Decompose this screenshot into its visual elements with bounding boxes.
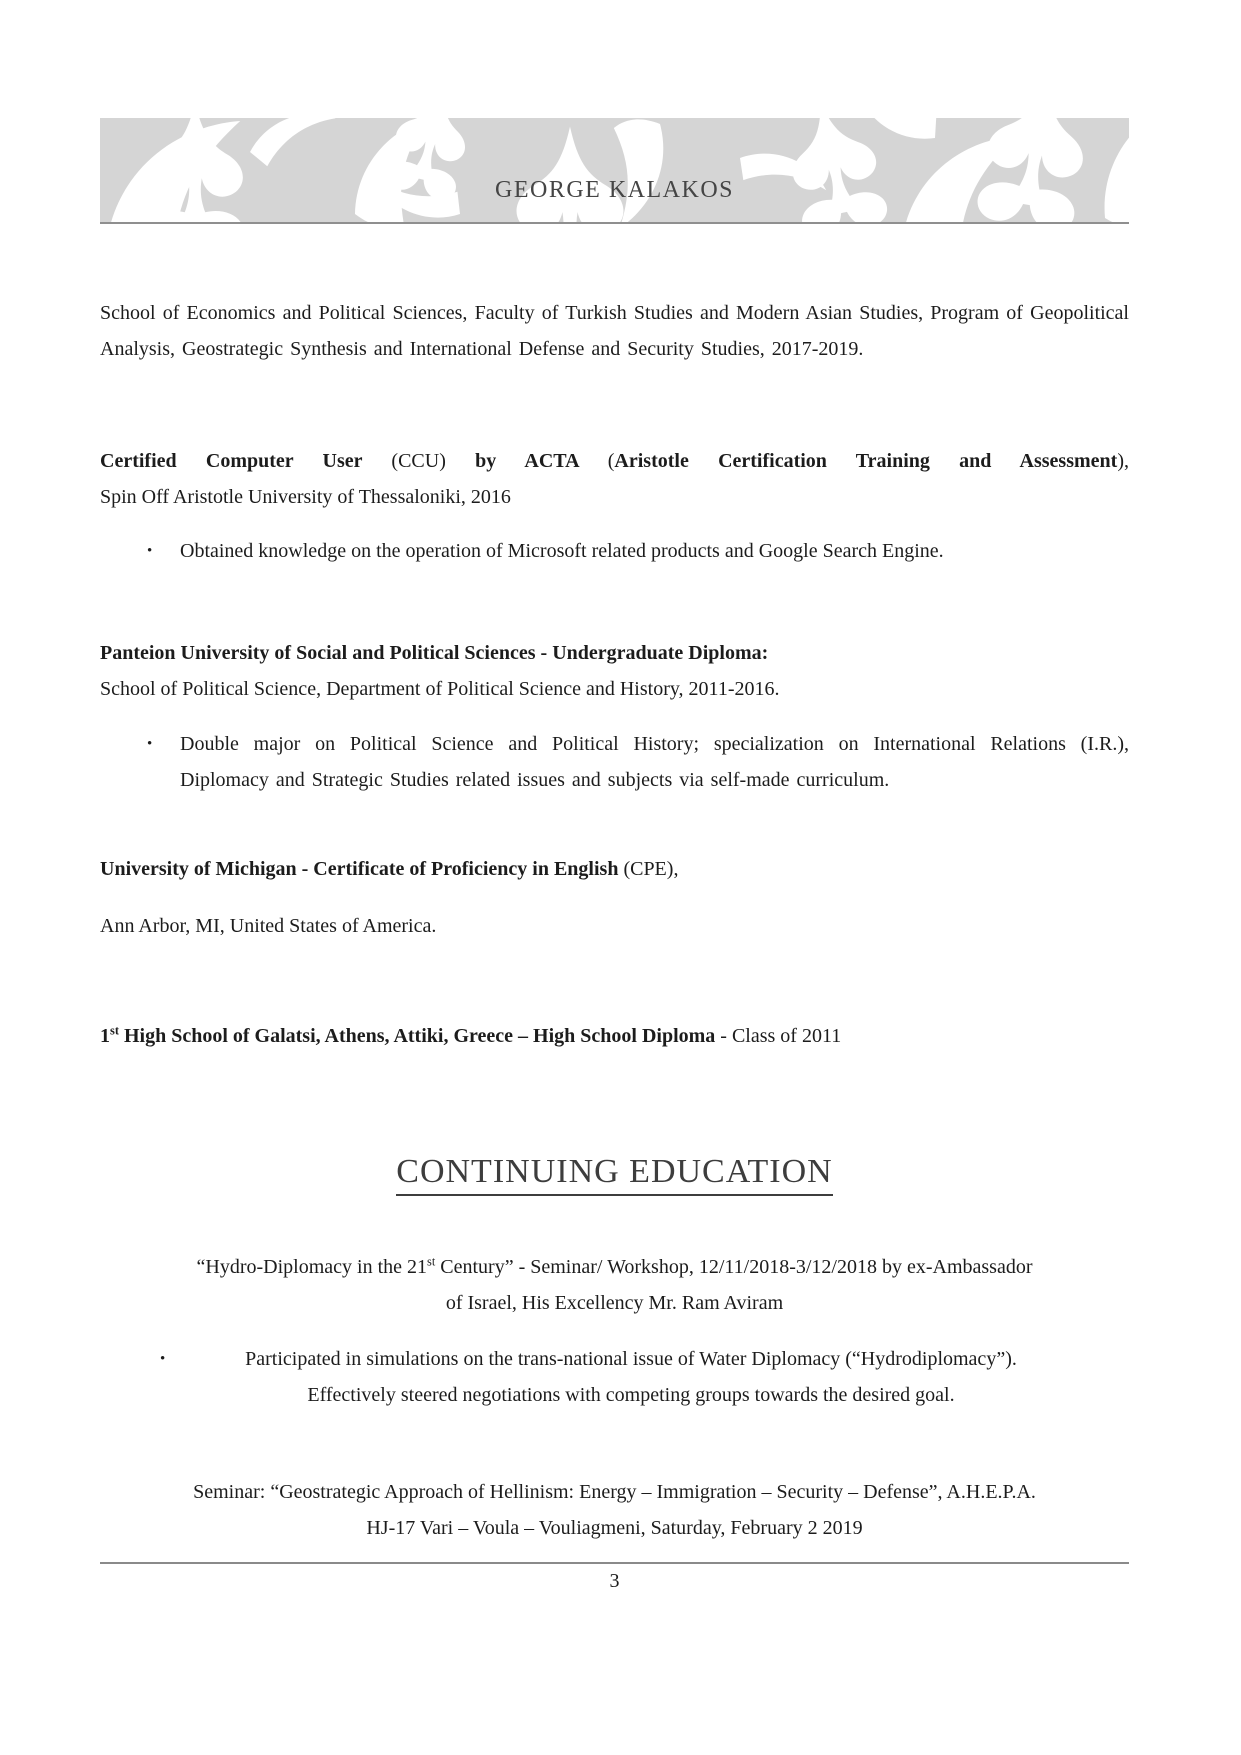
panteion-subtitle: School of Political Science, Department of Political Science and History, 2011-2016.: [100, 678, 780, 700]
text-segment: 1: [100, 1025, 110, 1047]
section-heading-continuing-education: [100, 1150, 1129, 1194]
text-segment: by ACTA: [475, 450, 608, 472]
panteion-title: Panteion University of Social and Political Sciences - Undergraduate Diploma:: [100, 642, 769, 664]
text-segment: Certified Computer User: [100, 450, 392, 472]
education-entry-program: School of Economics and Political Sciences, Faculty of Turkish Studies and Modern Asian Studies, Program of Geopolitical Analysis, Geostrategic Synthesis and International Defense and Security Studies, 2017-2019.: [100, 302, 1129, 360]
text-segment: - Class of 2011: [715, 1025, 842, 1047]
education-entry-ccu: [100, 443, 1129, 515]
ordinal-superscript: st: [110, 1023, 119, 1038]
ordinal-superscript: st: [427, 1254, 436, 1269]
bullet-icon: •: [147, 543, 153, 559]
section-heading-text: CONTINUING EDUCATION: [396, 1153, 832, 1196]
text-segment: Aristotle Certification Training and Assessment: [614, 450, 1118, 472]
hydro-line-1: [100, 1249, 1129, 1285]
list-item: [100, 1341, 1129, 1413]
page-content: [0, 118, 1241, 1596]
text-segment: Century” - Seminar/ Workshop, 12/11/2018-3/12/2018 by ex-Ambassador: [435, 1256, 1033, 1278]
text-segment: “Hydro-Diplomacy in the 21: [196, 1256, 428, 1278]
bullet-line-2: Effectively steered negotiations with competing groups towards the desired goal.: [307, 1384, 955, 1406]
bullet-text: Obtained knowledge on the operation of Microsoft related products and Google Search Engine.: [180, 540, 944, 562]
education-entry-michigan: [100, 851, 1129, 887]
text-segment: (CCU): [391, 450, 476, 472]
text-segment: (CPE),: [623, 858, 679, 880]
michigan-location: Ann Arbor, MI, United States of America.: [100, 915, 437, 937]
hydro-line-2: of Israel, His Excellency Mr. Ram Aviram: [445, 1292, 784, 1314]
text-segment: ),: [1117, 450, 1129, 472]
ccu-title: [100, 443, 1129, 479]
seminar-entry-geostrategic: [100, 1474, 1129, 1546]
bullet-icon: •: [160, 1351, 166, 1367]
seminar-line-2: HJ-17 Vari – Voula – Vouliagmeni, Saturday, February 2 2019: [366, 1517, 863, 1539]
list-item: [100, 726, 1129, 798]
header-banner: [100, 118, 1129, 224]
bullet-icon: •: [147, 736, 153, 752]
education-entry-high-school: [100, 1018, 1129, 1054]
bullet-text: [193, 1341, 1069, 1413]
text-segment: University of Michigan - Certificate of Proficiency in English: [100, 858, 624, 880]
bullet-text: Double major on Political Science and Political History; specialization on International Relations (I.R.), Diplomacy and Strategic Studies related issues and subjects via self-made curriculum.: [180, 733, 1129, 791]
ccu-subtitle: Spin Off Aristotle University of Thessaloniki, 2016: [100, 486, 511, 508]
text-segment: (: [607, 450, 615, 472]
bullet-line-1: Participated in simulations on the trans-national issue of Water Diplomacy (“Hydrodiplomacy”).: [245, 1348, 1017, 1370]
text-segment: High School of Galatsi, Athens, Attiki, Greece – High School Diploma: [118, 1025, 716, 1047]
footer-divider: [100, 1562, 1129, 1564]
seminar-line-1: Seminar: “Geostrategic Approach of Hellinism: Energy – Immigration – Security – Defense”, A.H.E.P.A.: [193, 1481, 1036, 1503]
seminar-entry-hydro-diplomacy: [100, 1249, 1129, 1321]
list-item: [100, 533, 1129, 569]
page-number: 3: [609, 1570, 620, 1592]
education-entry-panteion: [100, 635, 1129, 707]
page-header-name: GEORGE KALAKOS: [495, 177, 734, 203]
